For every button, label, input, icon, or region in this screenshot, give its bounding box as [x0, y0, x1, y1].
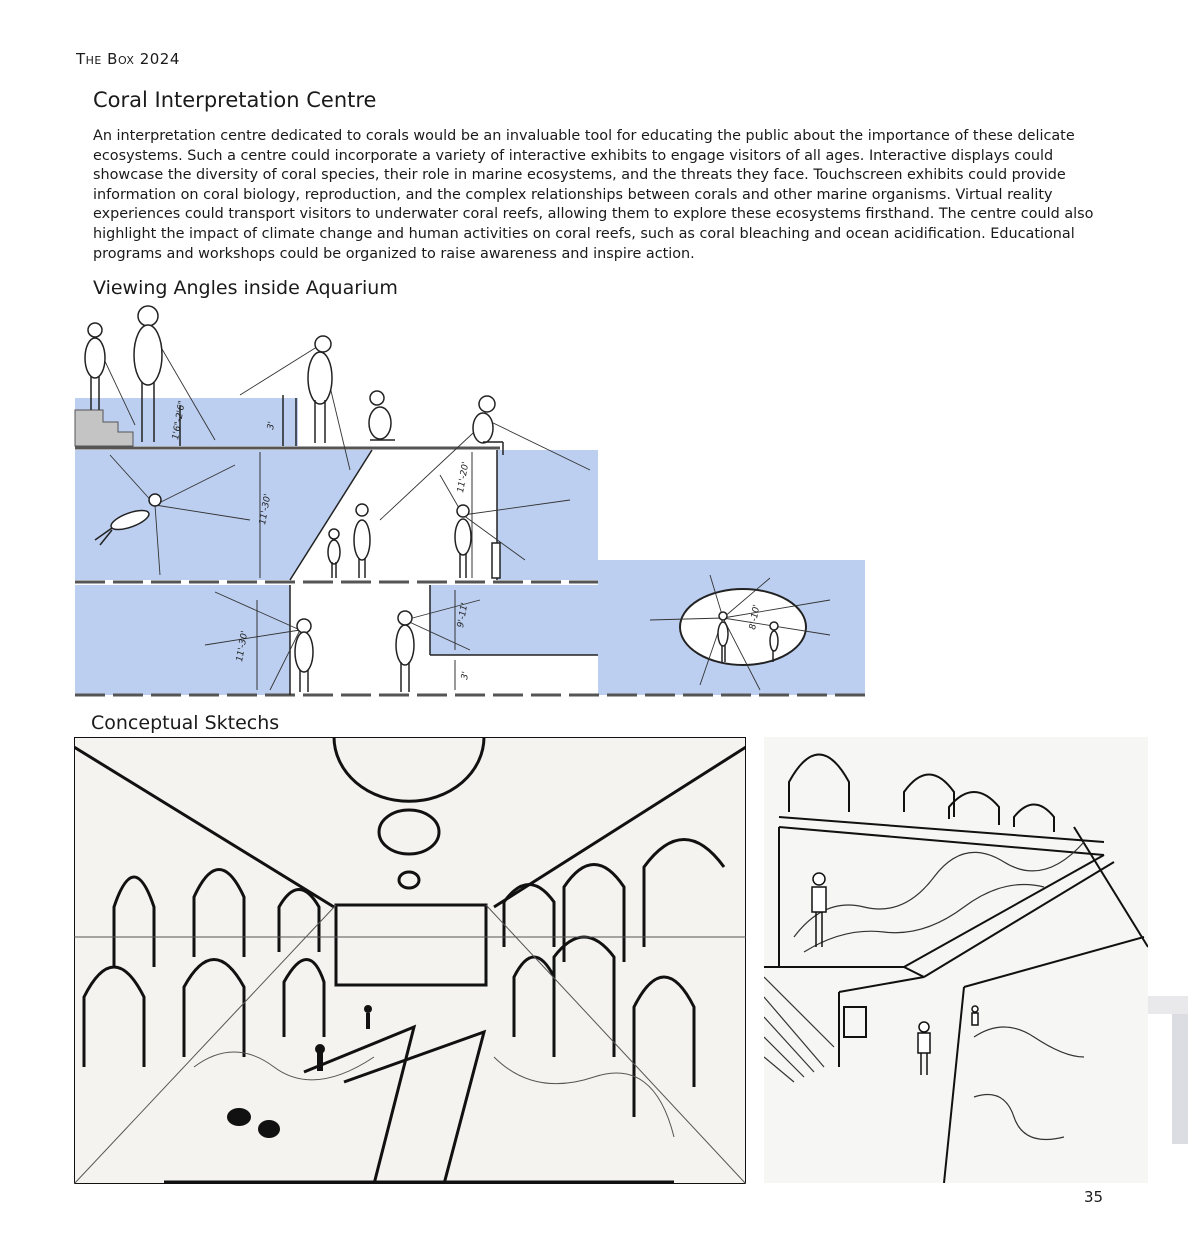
dim-label-f: 11'-30': [235, 630, 251, 663]
body-paragraph: An interpretation centre dedicated to corals would be an invaluable tool for educating the public about the importance of these delicate ecosystems. Such a centre could incorporate a variety of interactive exhibits to engage visitors of all ages. Interactive displays could showcase the diversity of coral species, their role in marine ecosystems, and the threats they face. Touchscreen exhibits could provide information on coral biology, reproduction, and the complex relationships between corals and other marine organisms. Virtual reality experiences could transport visitors to underwater coral reefs, allowing them to explore these ecosystems firsthand. The centre could also highlight the impact of climate change and human activities on coral reefs, such as coral bleaching and ocean acidification. Educational programs and workshops could be organized to raise awareness and inspire action.: [93, 128, 1094, 262]
dim-label-g: 3': [460, 670, 472, 681]
section-heading-viewing-angles: Viewing Angles inside Aquarium: [93, 277, 398, 299]
header-year: 2024: [139, 50, 180, 68]
person-figure: [85, 323, 105, 410]
header-brand: The Box: [76, 50, 135, 68]
display-kiosk: [492, 543, 500, 578]
page-number: 35: [1084, 1188, 1104, 1206]
aquarium-section-diagram: [0, 300, 880, 705]
concept-sketch-reef-gallery: [764, 737, 1148, 1183]
page-title: Coral Interpretation Centre: [93, 88, 377, 112]
cropped-furniture: [1148, 996, 1188, 1146]
dim-label-h: 8'-10': [748, 603, 763, 631]
dim-label-d: 11'-30': [258, 493, 274, 526]
person-figure: [308, 336, 332, 443]
person-figure-crouching: [369, 391, 395, 440]
dim-label-b: 3': [266, 420, 278, 431]
concept-sketch-arched-hall: [74, 737, 746, 1184]
dim-label-e: 9'-11': [456, 601, 471, 629]
running-header: [76, 50, 180, 68]
dim-label-a: 1'6"-2'6": [171, 399, 188, 441]
section-heading-conceptual-sketches: Conceptual Sktechs: [91, 712, 280, 734]
dim-label-c: 11'-20': [456, 461, 472, 494]
